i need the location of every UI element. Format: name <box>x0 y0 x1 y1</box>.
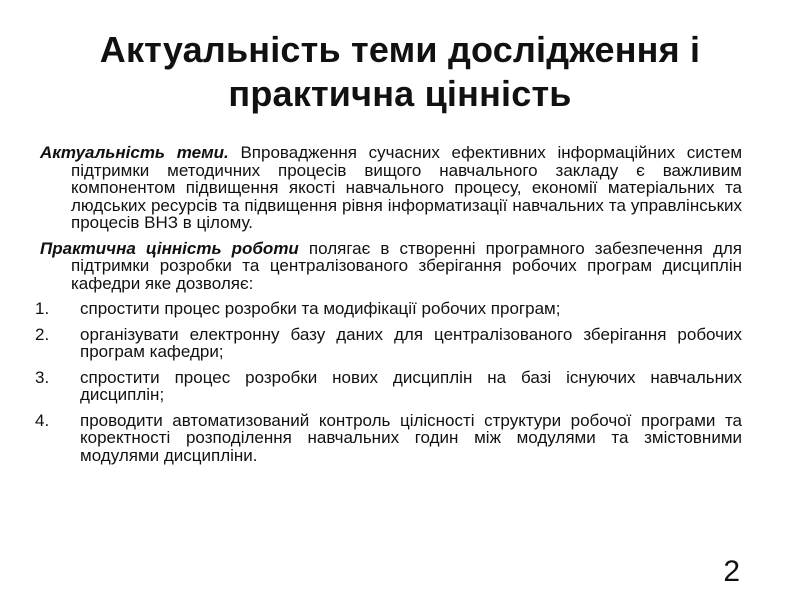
list-item-text: проводити автоматизований контроль цілісності структури робочої програми та коректності розподілення навчальних годин між модулями та змістовними модулями дисципліни. <box>80 410 742 465</box>
capabilities-list <box>35 299 742 465</box>
relevance-text: Впровадження сучасних ефективних інформаційних систем підтримки методичних процесів вищого навчального закладу є важливим компонентом підвищення якості навчального процесу, економії матеріальних та людських ресурсів та підвищення рівня інформатизації навчальних та управлінських процесів ВНЗ в цілому. <box>71 143 743 232</box>
list-item-number: 1. <box>35 299 50 318</box>
list-item-text: організувати електронну базу даних для централізованого зберігання робочих програм кафедри; <box>80 324 742 361</box>
list-item-number: 3. <box>35 367 50 387</box>
practical-value-lead: Практична цінність роботи <box>40 238 299 258</box>
list-item <box>35 324 742 361</box>
list-item <box>35 299 742 318</box>
slide-body <box>35 143 743 472</box>
relevance-paragraph <box>40 144 742 232</box>
page-number: 2 <box>723 555 740 588</box>
relevance-lead: Актуальність теми. <box>40 143 229 162</box>
slide-title-line-1: Актуальність теми дослідження і <box>99 29 701 70</box>
slide-title <box>40 28 760 116</box>
practical-value-paragraph <box>40 240 742 293</box>
list-item-number: 2. <box>35 324 50 344</box>
list-item-text: спростити процес розробки та модифікації робочих програм; <box>80 299 561 318</box>
list-item-number: 4. <box>35 410 50 430</box>
slide-title-line-2: практична цінність <box>228 73 572 114</box>
list-item <box>35 410 742 465</box>
list-item <box>35 367 742 404</box>
practical-value-text: полягає в створенні програмного забезпечення для підтримки розробки та централізованого зберігання робочих програм дисциплін кафедри яке дозволяє: <box>71 238 742 293</box>
list-item-text: спростити процес розробки нових дисциплін на базі існуючих навчальних дисциплін; <box>80 367 742 404</box>
